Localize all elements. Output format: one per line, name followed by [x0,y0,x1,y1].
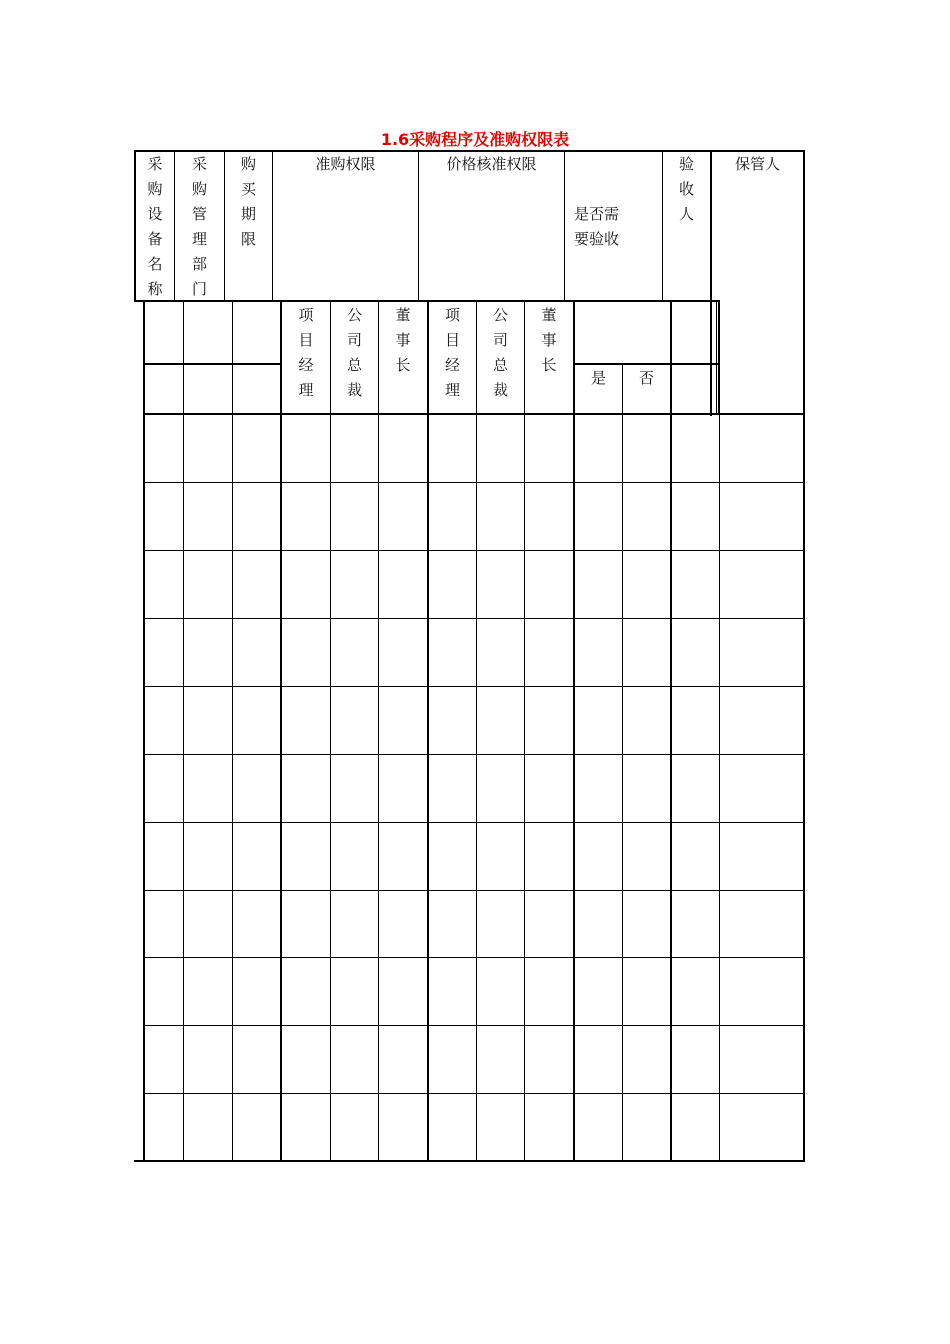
header-price-approval-authority: 价格核准权限 [446,155,537,173]
table-border [143,302,145,1162]
table-border [718,302,720,414]
table-gridline [144,822,804,823]
subheader-price-company-president: 公 司 总 裁 [492,306,508,399]
table-gridline [378,302,379,1162]
header-approval-authority: 准购权限 [315,155,376,173]
table-gridline [183,302,184,1162]
table-border [573,302,575,1162]
table-gridline [232,302,233,1162]
table-gridline [622,364,623,1162]
table-gridline [144,890,804,891]
table-border [134,1160,805,1162]
table-border [427,302,429,1162]
header-equipment-name: 采 购 设 备 名 称 [147,155,163,298]
table-gridline [524,302,525,1162]
page-title: 1.6采购程序及准购权限表 [380,130,570,149]
subheader-inspection-yes: 是 [590,369,606,387]
table-gridline [144,686,804,687]
subheader-price-project-manager: 项 目 经 理 [444,306,460,399]
table-border [719,414,720,1162]
table-gridline [574,363,720,365]
header-inspector: 验 收 人 [678,155,694,223]
subheader-inspection-no: 否 [638,369,654,387]
header-needs-inspection: 是否需 要验收 [574,205,620,248]
header-purchase-period: 购 买 期 限 [240,155,256,248]
table-border [670,302,672,1162]
table-gridline [144,482,804,483]
table-gridline [476,302,477,1162]
table-gridline [144,363,281,365]
subheader-approval-company-president: 公 司 总 裁 [346,306,362,399]
header-purchasing-dept: 采 购 管 理 部 门 [191,155,207,298]
subheader-approval-project-manager: 项 目 经 理 [298,306,314,399]
header-custodian: 保管人 [734,155,780,173]
table-gridline [144,550,804,551]
table-gridline [144,1093,804,1094]
table-gridline [144,957,804,958]
table-gridline [330,302,331,1162]
table-border [144,413,805,415]
subheader-price-chairman: 董 事 长 [541,306,557,374]
table-border [710,150,712,416]
table-gridline [716,302,717,414]
table-gridline [144,618,804,619]
table-gridline [564,150,565,302]
table-border [803,150,805,1162]
table-gridline [144,1025,804,1026]
table-gridline [144,754,804,755]
table-border [280,302,282,1162]
subheader-approval-chairman: 董 事 长 [395,306,411,374]
